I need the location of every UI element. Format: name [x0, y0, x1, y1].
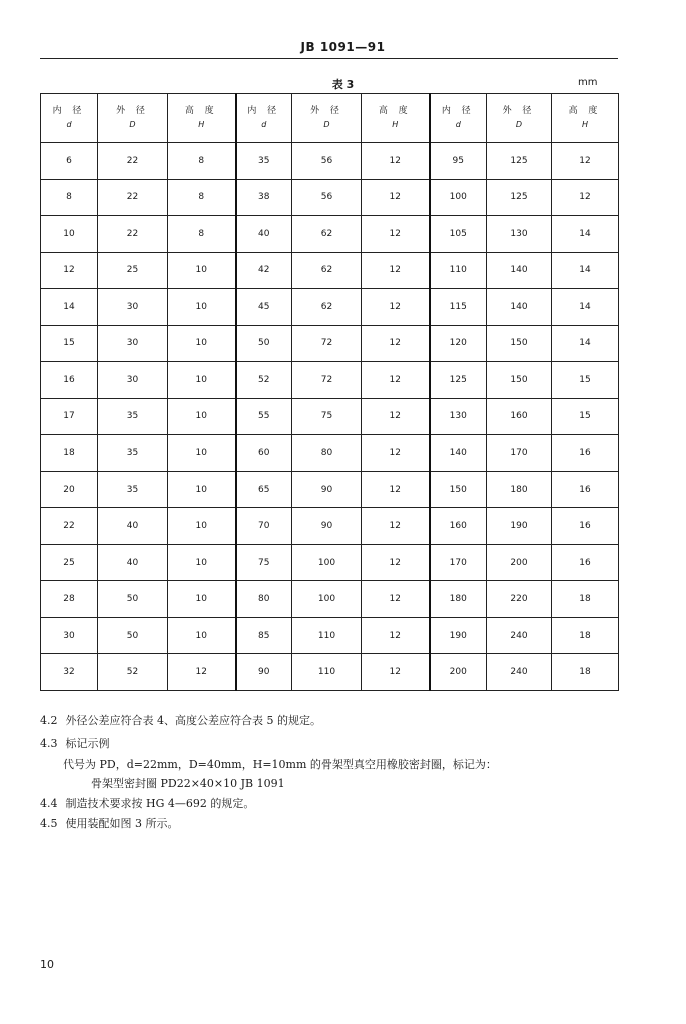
table-cell: 16 — [552, 508, 619, 545]
table-row — [41, 179, 619, 216]
column-header-label: 外 径 — [116, 106, 149, 116]
clause-text: 标记示例 — [65, 737, 110, 750]
table-cell: 16 — [41, 362, 98, 399]
table-cell: 12 — [362, 654, 430, 691]
table-cell: 10 — [168, 289, 236, 326]
table-cell: 52 — [98, 654, 168, 691]
table-cell: 30 — [98, 362, 168, 399]
table-cell: 22 — [98, 179, 168, 216]
table-cell: 62 — [292, 216, 362, 253]
table-cell: 72 — [292, 362, 362, 399]
table-cell: 10 — [168, 325, 236, 362]
table-cell: 110 — [292, 617, 362, 654]
table-cell: 22 — [98, 216, 168, 253]
table-cell: 75 — [236, 544, 292, 581]
table-cell: 40 — [98, 508, 168, 545]
clause-number: 4.5 — [40, 817, 58, 830]
table-cell: 10 — [168, 508, 236, 545]
table-cell: 30 — [98, 289, 168, 326]
clause-number: 4.3 — [40, 737, 58, 750]
table-cell: 45 — [236, 289, 292, 326]
column-header-label: 高 度 — [184, 106, 218, 116]
table-cell: 12 — [362, 581, 430, 618]
table-cell: 115 — [430, 289, 487, 326]
table-row — [41, 216, 619, 253]
column-header-symbol: D — [323, 120, 330, 129]
table-cell: 12 — [552, 143, 619, 180]
table-row — [41, 362, 619, 399]
table-cell: 30 — [41, 617, 98, 654]
table-cell: 90 — [292, 508, 362, 545]
table-cell: 105 — [430, 216, 487, 253]
table-row — [41, 143, 619, 180]
table-cell: 40 — [236, 216, 292, 253]
table-cell: 14 — [552, 325, 619, 362]
table-cell: 12 — [362, 544, 430, 581]
table-cell: 12 — [362, 252, 430, 289]
column-header-label: 内 径 — [441, 106, 475, 116]
table-cell: 100 — [292, 581, 362, 618]
table-row — [41, 325, 619, 362]
table-cell: 18 — [552, 654, 619, 691]
table-cell: 8 — [168, 179, 236, 216]
column-header-label: 高 度 — [568, 106, 602, 116]
table-cell: 15 — [552, 362, 619, 399]
table-cell: 12 — [362, 179, 430, 216]
table-cell: 62 — [292, 289, 362, 326]
table-cell: 16 — [552, 471, 619, 508]
column-header-symbol: D — [515, 120, 523, 129]
table-cell: 12 — [362, 398, 430, 435]
table-cell: 160 — [487, 398, 552, 435]
table-row — [41, 471, 619, 508]
table-header-row — [41, 94, 619, 143]
table-cell: 90 — [236, 654, 292, 691]
table-cell: 10 — [168, 617, 236, 654]
clause-4-2 — [40, 713, 630, 729]
clause-text: 外径公差应符合表 4、高度公差应符合表 5 的规定。 — [65, 714, 321, 727]
column-header-symbol: H — [581, 120, 588, 129]
column-header — [430, 94, 487, 143]
column-header — [236, 94, 292, 143]
table-cell: 42 — [236, 252, 292, 289]
table-row — [41, 398, 619, 435]
table-cell: 18 — [41, 435, 98, 472]
table-cell: 100 — [430, 179, 487, 216]
table-cell: 62 — [292, 252, 362, 289]
column-header — [98, 94, 168, 143]
table-cell: 12 — [362, 617, 430, 654]
table-cell: 130 — [430, 398, 487, 435]
table-cell: 22 — [98, 143, 168, 180]
table-cell: 10 — [168, 398, 236, 435]
dimension-table — [40, 93, 619, 691]
table-cell: 150 — [487, 325, 552, 362]
column-header-label: 外 径 — [310, 106, 343, 116]
table-cell: 110 — [430, 252, 487, 289]
table-cell: 12 — [362, 471, 430, 508]
table-cell: 170 — [487, 435, 552, 472]
column-header-symbol: H — [392, 120, 399, 129]
table-cell: 25 — [41, 544, 98, 581]
table-cell: 12 — [362, 325, 430, 362]
table-cell: 10 — [168, 544, 236, 581]
table-cell: 25 — [98, 252, 168, 289]
table-cell: 50 — [98, 581, 168, 618]
table-cell: 72 — [292, 325, 362, 362]
table-cell: 16 — [552, 544, 619, 581]
table-cell: 140 — [430, 435, 487, 472]
column-header-symbol: d — [66, 120, 72, 129]
table-cell: 22 — [41, 508, 98, 545]
table-title: 表 3 — [331, 78, 355, 91]
table-cell: 8 — [168, 216, 236, 253]
column-header-symbol: d — [455, 120, 461, 129]
table-cell: 14 — [552, 216, 619, 253]
table-cell: 70 — [236, 508, 292, 545]
table-cell: 17 — [41, 398, 98, 435]
table-cell: 28 — [41, 581, 98, 618]
table-cell: 50 — [98, 617, 168, 654]
table-cell: 14 — [552, 252, 619, 289]
table-cell: 14 — [41, 289, 98, 326]
table-cell: 12 — [41, 252, 98, 289]
table-cell: 12 — [362, 508, 430, 545]
table-cell: 50 — [236, 325, 292, 362]
table-cell: 8 — [168, 143, 236, 180]
table-cell: 40 — [98, 544, 168, 581]
table-row — [41, 435, 619, 472]
page-number: 10 — [40, 958, 54, 971]
column-header-symbol: d — [261, 120, 267, 129]
table-cell: 10 — [168, 471, 236, 508]
table-cell: 190 — [487, 508, 552, 545]
table-cell: 85 — [236, 617, 292, 654]
table-cell: 140 — [487, 252, 552, 289]
marking-example-description: 代号为 PD，d=22mm，D=40mm，H=10mm 的骨架型真空用橡胶密封圈，标记为： — [63, 758, 497, 771]
table-cell: 15 — [41, 325, 98, 362]
table-row — [41, 617, 619, 654]
table-cell: 56 — [292, 143, 362, 180]
clause-4-5 — [40, 816, 630, 832]
table-cell: 12 — [362, 216, 430, 253]
table-cell: 110 — [292, 654, 362, 691]
table-cell: 150 — [430, 471, 487, 508]
table-cell: 200 — [430, 654, 487, 691]
table-cell: 240 — [487, 617, 552, 654]
table-cell: 35 — [98, 435, 168, 472]
table-cell: 80 — [236, 581, 292, 618]
table-cell: 125 — [487, 143, 552, 180]
table-unit: mm — [578, 77, 598, 88]
table-cell: 100 — [292, 544, 362, 581]
column-header-label: 内 径 — [247, 106, 281, 116]
table-cell: 60 — [236, 435, 292, 472]
clause-4-4 — [40, 796, 630, 812]
table-cell: 140 — [487, 289, 552, 326]
table-cell: 10 — [168, 435, 236, 472]
table-cell: 12 — [362, 289, 430, 326]
column-header-symbol: H — [198, 120, 205, 129]
table-cell: 125 — [430, 362, 487, 399]
table-cell: 10 — [41, 216, 98, 253]
clause-text: 使用装配如图 3 所示。 — [65, 817, 179, 830]
table-cell: 120 — [430, 325, 487, 362]
table-cell: 32 — [41, 654, 98, 691]
table-cell: 240 — [487, 654, 552, 691]
column-header — [487, 94, 552, 143]
table-cell: 30 — [98, 325, 168, 362]
table-cell: 18 — [552, 617, 619, 654]
table-cell: 180 — [487, 471, 552, 508]
column-header — [552, 94, 619, 143]
table-row — [41, 508, 619, 545]
column-header-label: 内 径 — [52, 106, 86, 116]
table-cell: 10 — [168, 581, 236, 618]
clause-4-3 — [40, 736, 630, 752]
table-cell: 10 — [168, 252, 236, 289]
table-cell: 80 — [292, 435, 362, 472]
table-cell: 10 — [168, 362, 236, 399]
table-body — [41, 143, 619, 691]
table-cell: 6 — [41, 143, 98, 180]
table-cell: 75 — [292, 398, 362, 435]
table-cell: 12 — [362, 362, 430, 399]
table-cell: 16 — [552, 435, 619, 472]
table-cell: 95 — [430, 143, 487, 180]
table-cell: 160 — [430, 508, 487, 545]
table-cell: 35 — [98, 398, 168, 435]
table-cell: 20 — [41, 471, 98, 508]
table-cell: 65 — [236, 471, 292, 508]
table-cell: 125 — [487, 179, 552, 216]
table-cell: 180 — [430, 581, 487, 618]
table-cell: 35 — [236, 143, 292, 180]
clause-number: 4.2 — [40, 714, 58, 727]
table-cell: 35 — [98, 471, 168, 508]
table-cell: 190 — [430, 617, 487, 654]
table-cell: 12 — [552, 179, 619, 216]
table-cell: 52 — [236, 362, 292, 399]
table-cell: 38 — [236, 179, 292, 216]
table-cell: 15 — [552, 398, 619, 435]
table-row — [41, 289, 619, 326]
standard-code-header: JB 1091—91 — [300, 40, 386, 54]
column-header — [168, 94, 236, 143]
table-cell: 12 — [168, 654, 236, 691]
column-header-label: 外 径 — [502, 106, 536, 116]
table-cell: 8 — [41, 179, 98, 216]
marking-example-code: 骨架型密封圈 PD22×40×10 JB 1091 — [91, 777, 285, 790]
table-cell: 12 — [362, 435, 430, 472]
column-header — [362, 94, 430, 143]
table-row — [41, 544, 619, 581]
table-row — [41, 581, 619, 618]
table-cell: 170 — [430, 544, 487, 581]
clause-text: 制造技术要求按 HG 4—692 的规定。 — [65, 797, 255, 810]
table-cell: 55 — [236, 398, 292, 435]
table-cell: 12 — [362, 143, 430, 180]
header-divider — [40, 58, 618, 59]
table-cell: 56 — [292, 179, 362, 216]
column-header — [292, 94, 362, 143]
table-cell: 130 — [487, 216, 552, 253]
table-cell: 14 — [552, 289, 619, 326]
table-row — [41, 252, 619, 289]
table-cell: 18 — [552, 581, 619, 618]
column-header — [41, 94, 98, 143]
clause-number: 4.4 — [40, 797, 58, 810]
table-row — [41, 654, 619, 691]
table-cell: 150 — [487, 362, 552, 399]
table-cell: 90 — [292, 471, 362, 508]
column-header-symbol: D — [129, 120, 136, 129]
table-cell: 220 — [487, 581, 552, 618]
table-cell: 200 — [487, 544, 552, 581]
column-header-label: 高 度 — [378, 106, 412, 116]
